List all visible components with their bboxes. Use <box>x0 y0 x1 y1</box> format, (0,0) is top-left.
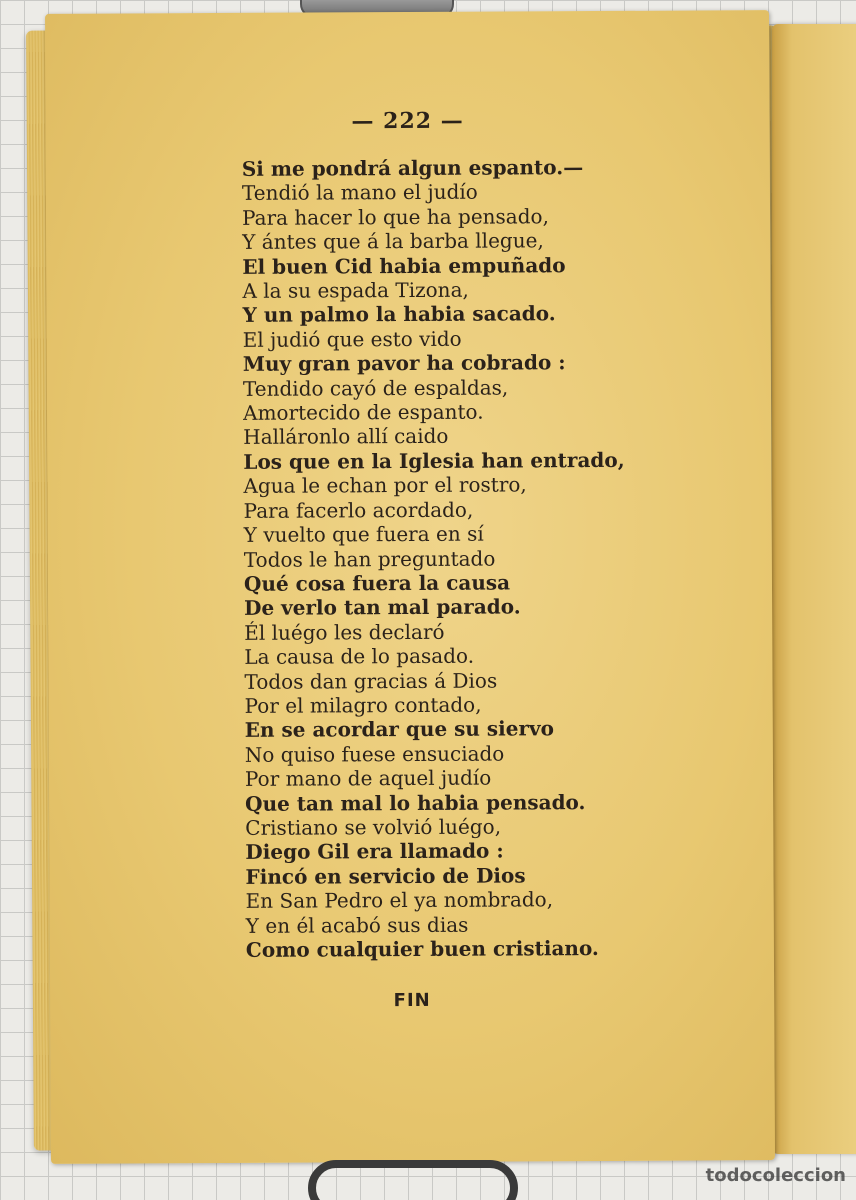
verse-line: A la su espada Tizona, <box>242 277 469 303</box>
verse-line: Todos le han preguntado <box>243 546 496 572</box>
verse-line: Agua le echan por el rostro, <box>243 472 527 499</box>
verse-line: Fincó en servicio de Dios <box>245 863 526 889</box>
verse-line: Los que en la Iglesia han entrado, <box>243 447 625 474</box>
verse-line: En San Pedro el ya nombrado, <box>245 887 554 914</box>
verse-line: El buen Cid habia empuñado <box>242 252 566 279</box>
verse-line: Y en él acabó sus dias <box>245 912 469 938</box>
verse-line: No quiso fuese ensuciado <box>244 741 505 767</box>
verse-line: Tendió la mano el judío <box>241 180 478 206</box>
verse-line: Amortecido de espanto. <box>243 399 484 425</box>
binder-ring-bottom <box>308 1160 518 1200</box>
facing-page <box>772 24 856 1154</box>
verse-line: Por mano de aquel judío <box>244 765 492 792</box>
verse-line: Él luégo les declaró <box>244 619 445 645</box>
verse-line: Como cualquier buen cristiano. <box>245 936 599 962</box>
verse-line: De verlo tan mal parado. <box>244 594 521 621</box>
poem-text <box>242 155 628 962</box>
verse-line: Muy gran pavor ha cobrado : <box>242 350 566 377</box>
verse-line: Para hacer lo que ha pensado, <box>242 204 549 230</box>
verse-line: Tendido cayó de espaldas, <box>242 375 509 401</box>
book-page <box>45 10 775 1164</box>
page-number: — 222 — <box>351 107 464 135</box>
verse-line: Cristiano se volvió luégo, <box>245 814 502 840</box>
verse-line: Y ántes que á la barba llegue, <box>242 228 544 255</box>
verse-line: Por el milagro contado, <box>244 692 482 718</box>
verse-line: En se acordar que su siervo <box>244 716 555 743</box>
verse-line: Y vuelto que fuera en sí <box>243 521 484 547</box>
verse-line: La causa de lo pasado. <box>244 643 475 669</box>
verse-line: Diego Gil era llamado : <box>245 838 504 865</box>
end-mark: FIN <box>393 989 431 1012</box>
verse-line: El judió que esto vido <box>242 326 462 352</box>
verse-line: Para facerlo acordado, <box>243 497 474 523</box>
verse-line: Halláronlo allí caido <box>243 424 449 450</box>
verse-line: Qué cosa fuera la causa <box>243 570 511 596</box>
verse-line: Todos dan gracias á Dios <box>244 668 498 694</box>
verse-line: Que tan mal lo habia pensado. <box>245 789 586 816</box>
watermark-text: todocoleccion <box>705 1165 846 1186</box>
verse-line: Si me pondrá algun espanto.— <box>241 155 584 181</box>
verse-line: Y un palmo la habia sacado. <box>242 301 556 328</box>
